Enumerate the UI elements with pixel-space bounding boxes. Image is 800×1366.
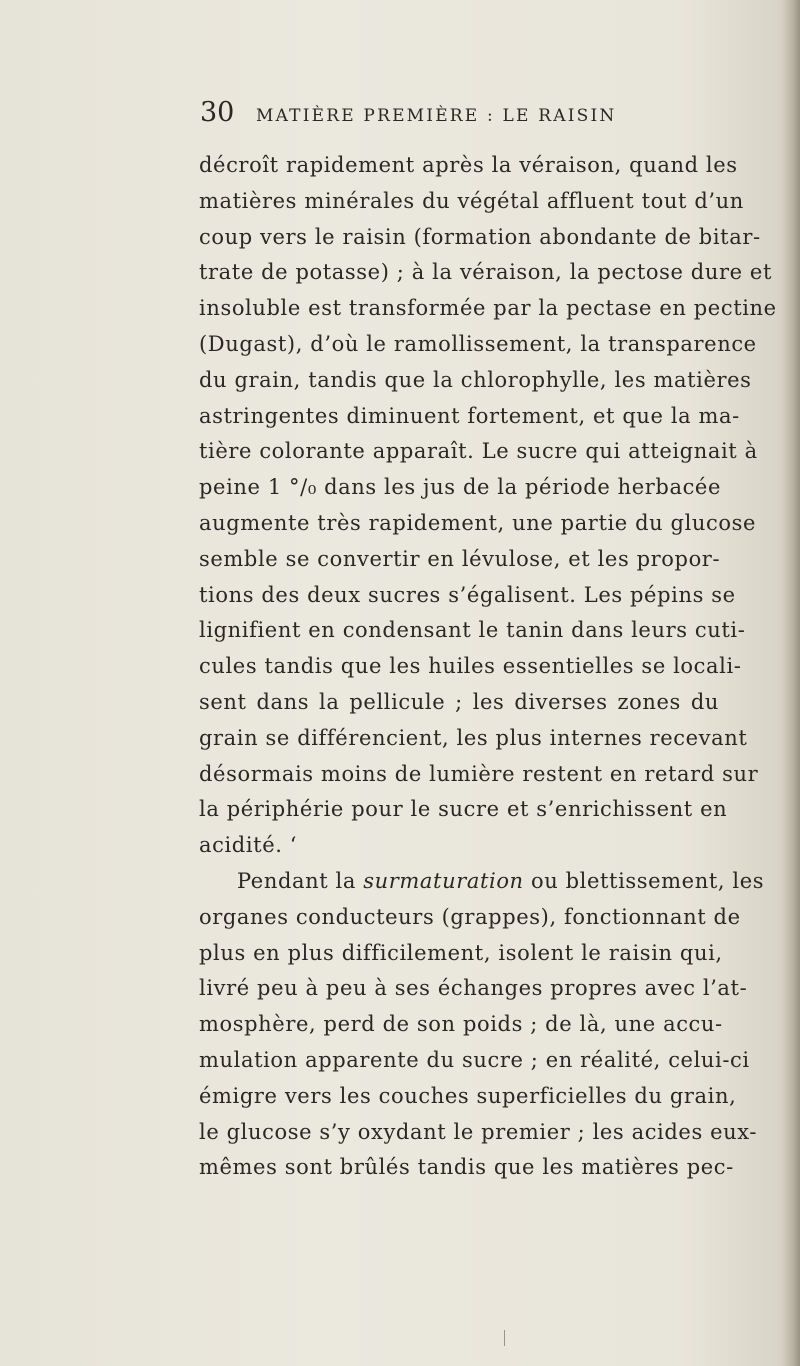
text-line: peine 1 °/₀ dans les jus de la période herbacée (199, 475, 721, 500)
text-line: lignifient en condensant le tanin dans leurs cuti- (199, 618, 746, 643)
text-line: tions des deux sucres s’égalisent. Les pépins se (199, 582, 736, 607)
text-line: organes conducteurs (grappes), fonctionnant de (199, 904, 741, 929)
running-head: MATIÈRE PREMIÈRE : LE RAISIN (256, 106, 617, 126)
text-line: semble se convertir en lévulose, et les propor- (199, 546, 721, 571)
paragraph-end-line: acidité. ‘ (199, 833, 298, 858)
text-line: le glucose s’y oxydant le premier ; les acides eux- (199, 1119, 758, 1144)
text-line: la périphérie pour le sucre et s’enrichissent en (199, 797, 728, 822)
printer-mark (504, 1330, 505, 1346)
text-line: livré peu à peu à ses échanges propres avec l’at- (199, 976, 748, 1001)
page-edge-shadow (782, 0, 800, 1366)
text-line: désormais moins de lumière restent en retard sur (199, 761, 759, 786)
page-header (200, 96, 720, 136)
page-number: 30 (200, 97, 235, 128)
text-line: coup vers le raisin (formation abondante de bitar- (199, 224, 761, 249)
body-text (199, 148, 777, 1186)
paragraph-start-line (199, 864, 765, 900)
text-line: grain se différencient, les plus internes recevant (199, 725, 748, 750)
text-line: sent dans la pellicule ; les diverses zones du (199, 689, 719, 714)
text-line: matières minérales du végétal affluent tout d’un (199, 188, 744, 213)
text-line: tière colorante apparaît. Le sucre qui atteignait à (199, 439, 758, 464)
text-span: ou blettissement, les (523, 868, 765, 893)
text-line: augmente très rapidement, une partie du glucose (199, 510, 757, 535)
text-line: trate de potasse) ; à la véraison, la pectose dure et (199, 260, 772, 285)
text-line: décroît rapidement après la véraison, quand les (199, 153, 738, 177)
text-line: astringentes diminuent fortement, et que la ma- (199, 403, 740, 428)
text-line: insoluble est transformée par la pectase en pectine (199, 296, 777, 321)
text-line: (Dugast), d’où le ramollissement, la transparence (199, 331, 757, 356)
text-line: émigre vers les couches superficielles du grain, (199, 1083, 737, 1108)
text-line: mulation apparente du sucre ; en réalité, celui-ci (199, 1047, 750, 1072)
text-line: mêmes sont brûlés tandis que les matières pec- (199, 1155, 734, 1180)
text-line: du grain, tandis que la chlorophylle, les matières (199, 367, 752, 392)
text-line: mosphère, perd de son poids ; de là, une accu- (199, 1012, 723, 1037)
text-line: plus en plus difficilement, isolent le raisin qui, (199, 940, 723, 965)
text-line: cules tandis que les huiles essentielles se locali- (199, 654, 742, 679)
italic-term: surmaturation (363, 868, 524, 893)
text-span: Pendant la (237, 868, 364, 893)
